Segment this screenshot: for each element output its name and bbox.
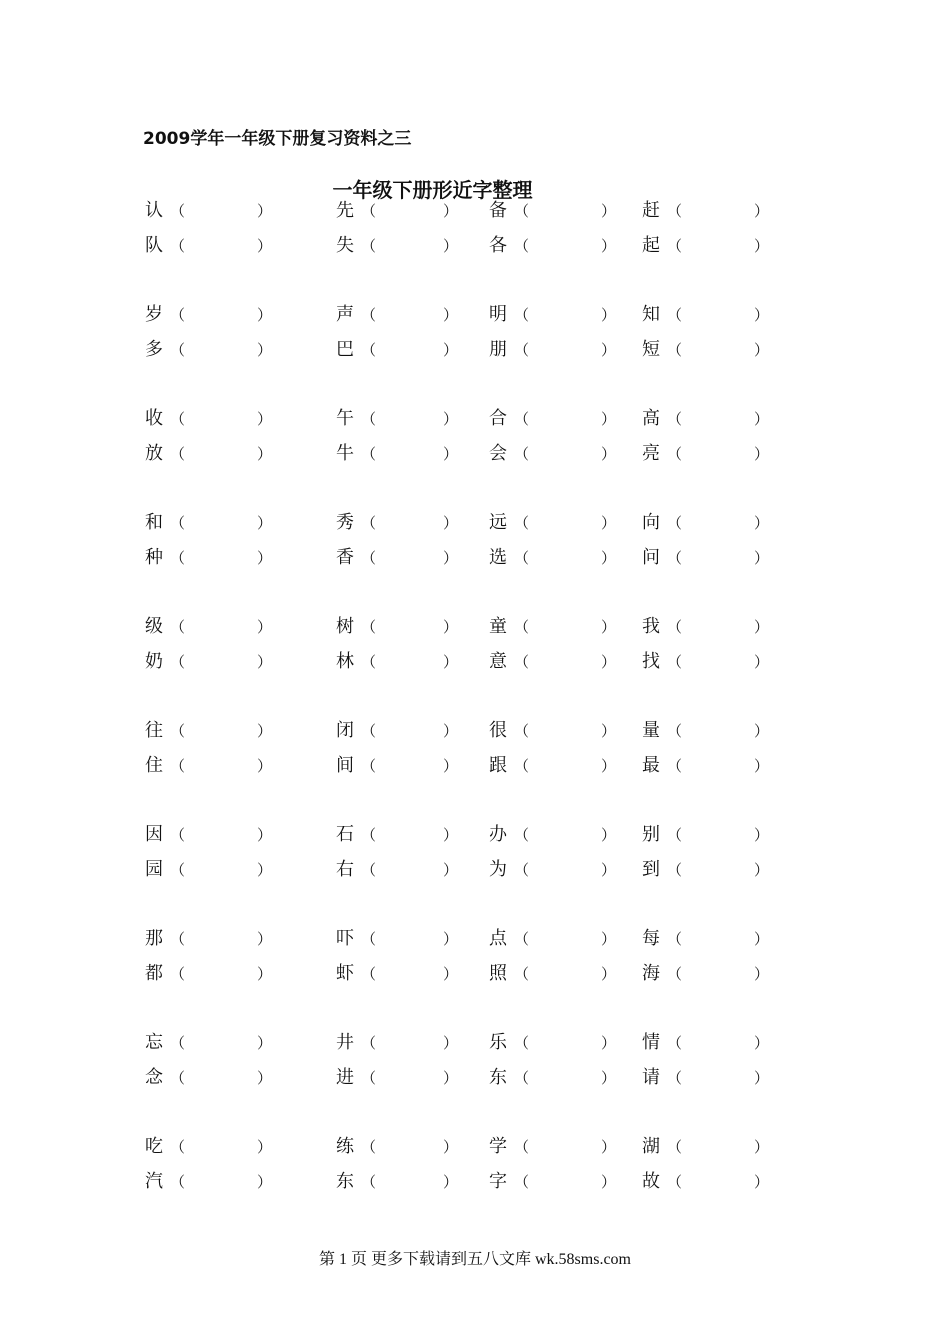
answer-blank-close: ） bbox=[754, 445, 770, 463]
answer-blank-open: （ bbox=[667, 653, 683, 671]
answer-blank-close: ） bbox=[443, 306, 459, 324]
answer-blank-open: （ bbox=[514, 1069, 530, 1087]
answer-blank-close: ） bbox=[257, 549, 273, 567]
answer-blank-open: （ bbox=[361, 1034, 377, 1052]
character: 右 bbox=[336, 859, 354, 880]
answer-blank-open: （ bbox=[170, 930, 186, 948]
answer-blank-close: ） bbox=[443, 1138, 459, 1156]
character: 东 bbox=[336, 1171, 354, 1192]
answer-blank-close: ） bbox=[257, 237, 273, 255]
answer-blank-close: ） bbox=[443, 861, 459, 879]
answer-blank-close: ） bbox=[754, 930, 770, 948]
character: 赶 bbox=[642, 200, 660, 221]
answer-blank-open: （ bbox=[667, 410, 683, 428]
answer-blank-open: （ bbox=[667, 549, 683, 567]
answer-blank-close: ） bbox=[754, 653, 770, 671]
answer-blank-close: ） bbox=[443, 757, 459, 775]
character: 级 bbox=[145, 616, 163, 637]
character: 各 bbox=[489, 235, 507, 256]
answer-blank-close: ） bbox=[601, 549, 617, 567]
character: 明 bbox=[489, 304, 507, 325]
character: 练 bbox=[336, 1136, 354, 1157]
character: 闭 bbox=[336, 720, 354, 741]
character: 会 bbox=[489, 443, 507, 464]
answer-blank-open: （ bbox=[170, 445, 186, 463]
answer-blank-close: ） bbox=[443, 618, 459, 636]
answer-blank-close: ） bbox=[443, 410, 459, 428]
character-row bbox=[0, 407, 950, 437]
character: 亮 bbox=[642, 443, 660, 464]
character: 海 bbox=[642, 963, 660, 984]
character: 选 bbox=[489, 547, 507, 568]
answer-blank-open: （ bbox=[667, 965, 683, 983]
character: 巴 bbox=[336, 339, 354, 360]
answer-blank-open: （ bbox=[667, 237, 683, 255]
character: 树 bbox=[336, 616, 354, 637]
character: 请 bbox=[642, 1067, 660, 1088]
answer-blank-open: （ bbox=[361, 306, 377, 324]
answer-blank-open: （ bbox=[667, 514, 683, 532]
answer-blank-open: （ bbox=[170, 757, 186, 775]
character-row bbox=[0, 719, 950, 749]
character: 乐 bbox=[489, 1032, 507, 1053]
answer-blank-open: （ bbox=[170, 826, 186, 844]
answer-blank-close: ） bbox=[601, 965, 617, 983]
answer-blank-close: ） bbox=[443, 965, 459, 983]
character: 进 bbox=[336, 1067, 354, 1088]
answer-blank-open: （ bbox=[514, 306, 530, 324]
character: 间 bbox=[336, 755, 354, 776]
answer-blank-open: （ bbox=[361, 202, 377, 220]
answer-blank-open: （ bbox=[514, 514, 530, 532]
answer-blank-close: ） bbox=[257, 618, 273, 636]
answer-blank-open: （ bbox=[667, 1069, 683, 1087]
answer-blank-close: ） bbox=[754, 341, 770, 359]
answer-blank-open: （ bbox=[514, 930, 530, 948]
answer-blank-close: ） bbox=[257, 965, 273, 983]
answer-blank-open: （ bbox=[514, 1138, 530, 1156]
character-row bbox=[0, 442, 950, 472]
character: 起 bbox=[642, 235, 660, 256]
character: 和 bbox=[145, 512, 163, 533]
answer-blank-open: （ bbox=[514, 202, 530, 220]
answer-blank-open: （ bbox=[170, 549, 186, 567]
answer-blank-close: ） bbox=[443, 1173, 459, 1191]
character-row bbox=[0, 754, 950, 784]
character: 岁 bbox=[145, 304, 163, 325]
answer-blank-close: ） bbox=[257, 410, 273, 428]
answer-blank-open: （ bbox=[514, 341, 530, 359]
character: 那 bbox=[145, 928, 163, 949]
character: 合 bbox=[489, 408, 507, 429]
character: 吃 bbox=[145, 1136, 163, 1157]
character-row bbox=[0, 650, 950, 680]
answer-blank-open: （ bbox=[667, 202, 683, 220]
character-row bbox=[0, 234, 950, 264]
character: 因 bbox=[145, 824, 163, 845]
answer-blank-close: ） bbox=[601, 1034, 617, 1052]
answer-blank-open: （ bbox=[170, 1034, 186, 1052]
character: 牛 bbox=[336, 443, 354, 464]
answer-blank-close: ） bbox=[754, 549, 770, 567]
answer-blank-open: （ bbox=[667, 1173, 683, 1191]
answer-blank-close: ） bbox=[601, 1138, 617, 1156]
answer-blank-open: （ bbox=[514, 653, 530, 671]
answer-blank-open: （ bbox=[361, 618, 377, 636]
answer-blank-open: （ bbox=[361, 410, 377, 428]
answer-blank-close: ） bbox=[443, 826, 459, 844]
answer-blank-close: ） bbox=[754, 1138, 770, 1156]
answer-blank-close: ） bbox=[601, 826, 617, 844]
answer-blank-close: ） bbox=[257, 1138, 273, 1156]
answer-blank-close: ） bbox=[754, 237, 770, 255]
character: 队 bbox=[145, 235, 163, 256]
answer-blank-close: ） bbox=[601, 1173, 617, 1191]
answer-blank-close: ） bbox=[754, 965, 770, 983]
character: 念 bbox=[145, 1067, 163, 1088]
answer-blank-open: （ bbox=[514, 445, 530, 463]
answer-blank-close: ） bbox=[257, 826, 273, 844]
answer-blank-close: ） bbox=[443, 722, 459, 740]
answer-blank-open: （ bbox=[170, 306, 186, 324]
answer-blank-close: ） bbox=[443, 930, 459, 948]
character: 林 bbox=[336, 651, 354, 672]
character: 跟 bbox=[489, 755, 507, 776]
answer-blank-open: （ bbox=[667, 1138, 683, 1156]
character: 往 bbox=[145, 720, 163, 741]
character: 意 bbox=[489, 651, 507, 672]
answer-blank-open: （ bbox=[361, 514, 377, 532]
character: 忘 bbox=[145, 1032, 163, 1053]
answer-blank-open: （ bbox=[361, 757, 377, 775]
answer-blank-open: （ bbox=[170, 202, 186, 220]
answer-blank-close: ） bbox=[601, 306, 617, 324]
answer-blank-open: （ bbox=[514, 618, 530, 636]
character: 午 bbox=[336, 408, 354, 429]
answer-blank-close: ） bbox=[257, 757, 273, 775]
answer-blank-open: （ bbox=[361, 653, 377, 671]
answer-blank-close: ） bbox=[754, 722, 770, 740]
answer-blank-open: （ bbox=[514, 1173, 530, 1191]
character-row bbox=[0, 1135, 950, 1165]
character: 湖 bbox=[642, 1136, 660, 1157]
character: 备 bbox=[489, 200, 507, 221]
answer-blank-close: ） bbox=[754, 514, 770, 532]
answer-blank-close: ） bbox=[257, 653, 273, 671]
character: 量 bbox=[642, 720, 660, 741]
character: 高 bbox=[642, 408, 660, 429]
answer-blank-open: （ bbox=[361, 722, 377, 740]
answer-blank-open: （ bbox=[170, 965, 186, 983]
character-row bbox=[0, 1066, 950, 1096]
character: 为 bbox=[489, 859, 507, 880]
answer-blank-open: （ bbox=[170, 861, 186, 879]
answer-blank-open: （ bbox=[361, 861, 377, 879]
answer-blank-close: ） bbox=[443, 514, 459, 532]
answer-blank-open: （ bbox=[361, 341, 377, 359]
answer-blank-close: ） bbox=[257, 861, 273, 879]
character: 知 bbox=[642, 304, 660, 325]
answer-blank-open: （ bbox=[361, 549, 377, 567]
answer-blank-close: ） bbox=[257, 722, 273, 740]
document-header: 2009学年一年级下册复习资料之三 bbox=[143, 129, 412, 149]
answer-blank-open: （ bbox=[514, 410, 530, 428]
answer-blank-close: ） bbox=[601, 514, 617, 532]
character: 园 bbox=[145, 859, 163, 880]
answer-blank-open: （ bbox=[361, 1138, 377, 1156]
answer-blank-open: （ bbox=[170, 410, 186, 428]
character: 我 bbox=[642, 616, 660, 637]
answer-blank-open: （ bbox=[514, 757, 530, 775]
answer-blank-open: （ bbox=[667, 618, 683, 636]
character-row bbox=[0, 199, 950, 229]
character: 朋 bbox=[489, 339, 507, 360]
character: 秀 bbox=[336, 512, 354, 533]
answer-blank-open: （ bbox=[170, 514, 186, 532]
answer-blank-open: （ bbox=[170, 341, 186, 359]
character: 远 bbox=[489, 512, 507, 533]
character: 童 bbox=[489, 616, 507, 637]
character: 放 bbox=[145, 443, 163, 464]
answer-blank-close: ） bbox=[257, 306, 273, 324]
answer-blank-close: ） bbox=[754, 1173, 770, 1191]
character-row bbox=[0, 1031, 950, 1061]
answer-blank-close: ） bbox=[601, 341, 617, 359]
character: 短 bbox=[642, 339, 660, 360]
character: 找 bbox=[642, 651, 660, 672]
answer-blank-close: ） bbox=[443, 1069, 459, 1087]
character: 吓 bbox=[336, 928, 354, 949]
character: 每 bbox=[642, 928, 660, 949]
answer-blank-open: （ bbox=[361, 930, 377, 948]
answer-blank-open: （ bbox=[361, 1173, 377, 1191]
character: 多 bbox=[145, 339, 163, 360]
answer-blank-open: （ bbox=[361, 237, 377, 255]
answer-blank-close: ） bbox=[601, 1069, 617, 1087]
character: 失 bbox=[336, 235, 354, 256]
answer-blank-open: （ bbox=[514, 549, 530, 567]
character: 故 bbox=[642, 1171, 660, 1192]
character: 别 bbox=[642, 824, 660, 845]
character-row bbox=[0, 615, 950, 645]
answer-blank-open: （ bbox=[361, 965, 377, 983]
answer-blank-open: （ bbox=[667, 341, 683, 359]
character: 收 bbox=[145, 408, 163, 429]
character-row bbox=[0, 823, 950, 853]
answer-blank-open: （ bbox=[667, 306, 683, 324]
character: 井 bbox=[336, 1032, 354, 1053]
answer-blank-open: （ bbox=[170, 618, 186, 636]
answer-blank-close: ） bbox=[443, 341, 459, 359]
answer-blank-close: ） bbox=[754, 1034, 770, 1052]
answer-blank-close: ） bbox=[257, 1069, 273, 1087]
character-row bbox=[0, 303, 950, 333]
answer-blank-open: （ bbox=[170, 653, 186, 671]
character: 都 bbox=[145, 963, 163, 984]
answer-blank-close: ） bbox=[754, 306, 770, 324]
character: 点 bbox=[489, 928, 507, 949]
character: 住 bbox=[145, 755, 163, 776]
character: 情 bbox=[642, 1032, 660, 1053]
answer-blank-close: ） bbox=[257, 930, 273, 948]
answer-blank-open: （ bbox=[170, 1138, 186, 1156]
answer-blank-close: ） bbox=[754, 618, 770, 636]
answer-blank-close: ） bbox=[601, 861, 617, 879]
answer-blank-close: ） bbox=[601, 618, 617, 636]
answer-blank-close: ） bbox=[754, 757, 770, 775]
character-row bbox=[0, 511, 950, 541]
answer-blank-close: ） bbox=[443, 202, 459, 220]
answer-blank-close: ） bbox=[601, 237, 617, 255]
answer-blank-close: ） bbox=[257, 514, 273, 532]
answer-blank-close: ） bbox=[257, 1173, 273, 1191]
character-row bbox=[0, 1170, 950, 1200]
character: 照 bbox=[489, 963, 507, 984]
character: 先 bbox=[336, 200, 354, 221]
character-row bbox=[0, 546, 950, 576]
answer-blank-close: ） bbox=[601, 757, 617, 775]
answer-blank-open: （ bbox=[667, 930, 683, 948]
answer-blank-open: （ bbox=[667, 826, 683, 844]
character: 石 bbox=[336, 824, 354, 845]
answer-blank-open: （ bbox=[514, 237, 530, 255]
answer-blank-close: ） bbox=[601, 445, 617, 463]
answer-blank-close: ） bbox=[443, 549, 459, 567]
character: 虾 bbox=[336, 963, 354, 984]
answer-blank-open: （ bbox=[361, 1069, 377, 1087]
answer-blank-close: ） bbox=[443, 653, 459, 671]
answer-blank-open: （ bbox=[514, 722, 530, 740]
answer-blank-close: ） bbox=[443, 1034, 459, 1052]
character: 东 bbox=[489, 1067, 507, 1088]
character-row bbox=[0, 962, 950, 992]
answer-blank-open: （ bbox=[514, 965, 530, 983]
answer-blank-open: （ bbox=[667, 445, 683, 463]
answer-blank-open: （ bbox=[667, 757, 683, 775]
answer-blank-close: ） bbox=[754, 410, 770, 428]
answer-blank-open: （ bbox=[667, 861, 683, 879]
character: 很 bbox=[489, 720, 507, 741]
character: 种 bbox=[145, 547, 163, 568]
character: 学 bbox=[489, 1136, 507, 1157]
answer-blank-close: ） bbox=[601, 410, 617, 428]
answer-blank-open: （ bbox=[361, 445, 377, 463]
answer-blank-close: ） bbox=[601, 722, 617, 740]
character: 认 bbox=[145, 200, 163, 221]
answer-blank-close: ） bbox=[754, 202, 770, 220]
answer-blank-close: ） bbox=[257, 341, 273, 359]
character: 向 bbox=[642, 512, 660, 533]
character: 最 bbox=[642, 755, 660, 776]
answer-blank-open: （ bbox=[514, 826, 530, 844]
document-title: 一年级下册形近字整理 bbox=[332, 178, 533, 202]
character-row bbox=[0, 858, 950, 888]
answer-blank-open: （ bbox=[361, 826, 377, 844]
answer-blank-close: ） bbox=[754, 1069, 770, 1087]
character: 声 bbox=[336, 304, 354, 325]
character: 办 bbox=[489, 824, 507, 845]
character: 字 bbox=[489, 1171, 507, 1192]
character-row bbox=[0, 338, 950, 368]
answer-blank-close: ） bbox=[257, 445, 273, 463]
answer-blank-close: ） bbox=[443, 445, 459, 463]
character: 奶 bbox=[145, 651, 163, 672]
answer-blank-close: ） bbox=[601, 653, 617, 671]
answer-blank-open: （ bbox=[170, 237, 186, 255]
answer-blank-open: （ bbox=[170, 1173, 186, 1191]
page-footer: 第 1 页 更多下载请到五八文库 wk.58sms.com bbox=[318, 1251, 631, 1268]
answer-blank-open: （ bbox=[170, 722, 186, 740]
answer-blank-open: （ bbox=[667, 722, 683, 740]
answer-blank-close: ） bbox=[754, 826, 770, 844]
answer-blank-open: （ bbox=[667, 1034, 683, 1052]
answer-blank-open: （ bbox=[170, 1069, 186, 1087]
character: 到 bbox=[642, 859, 660, 880]
character: 香 bbox=[336, 547, 354, 568]
character: 汽 bbox=[145, 1171, 163, 1192]
answer-blank-close: ） bbox=[601, 202, 617, 220]
answer-blank-close: ） bbox=[443, 237, 459, 255]
character-row bbox=[0, 927, 950, 957]
answer-blank-open: （ bbox=[514, 1034, 530, 1052]
character: 问 bbox=[642, 547, 660, 568]
answer-blank-close: ） bbox=[257, 1034, 273, 1052]
answer-blank-close: ） bbox=[257, 202, 273, 220]
answer-blank-open: （ bbox=[514, 861, 530, 879]
answer-blank-close: ） bbox=[601, 930, 617, 948]
answer-blank-close: ） bbox=[754, 861, 770, 879]
